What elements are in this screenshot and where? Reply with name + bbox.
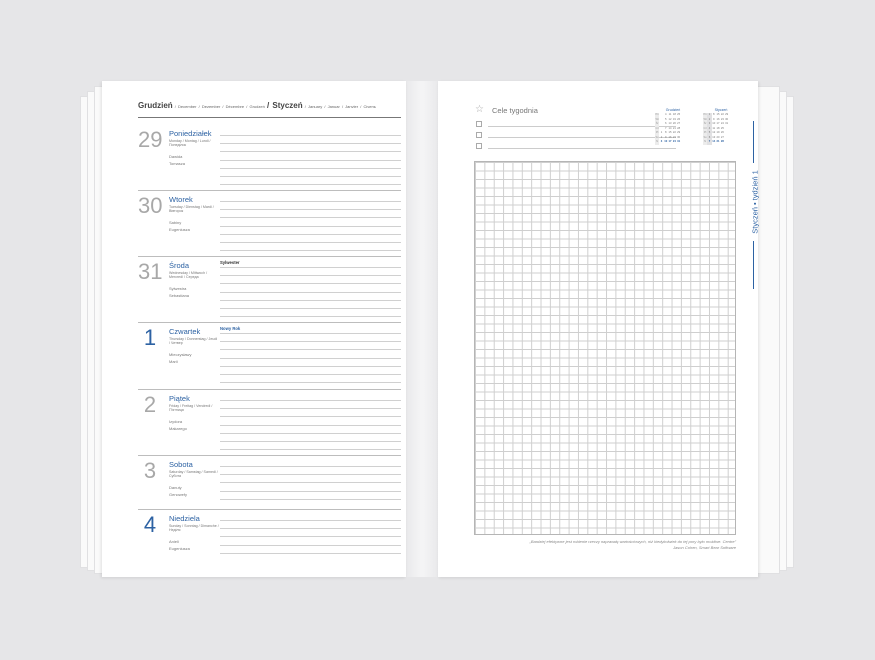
day-row: [138, 390, 401, 456]
name-day: Sabiny: [169, 220, 182, 225]
mini-calendar-row: [655, 140, 681, 145]
calendar-day: 15: [716, 113, 720, 116]
name-day: Sebastiana: [169, 293, 190, 298]
day-translations: Sunday / Sonntag / Dimanche / Неділя: [169, 524, 219, 533]
calendar-day: 29: [725, 113, 729, 116]
month-2-tr-2: Janvier: [345, 104, 359, 109]
calendar-day: 10: [712, 122, 716, 125]
calendar-day: 2: [708, 117, 711, 121]
star-icon: ☆: [475, 104, 484, 115]
day-row: [138, 125, 401, 191]
calendar-day: 18: [672, 113, 676, 116]
day-name: Środa: [169, 261, 190, 270]
mini-calendar-december: [655, 108, 691, 145]
calendar-day: 31: [677, 140, 681, 143]
day-name: Niedziela: [169, 514, 200, 523]
calendar-day: 20: [716, 135, 720, 139]
weekday-label: N: [704, 140, 707, 143]
goal-row-1[interactable]: [476, 121, 676, 129]
day-number: 3: [143, 458, 157, 483]
calendar-day: 16: [716, 117, 720, 121]
name-days: [169, 285, 219, 299]
weekday-label: Cz: [703, 126, 707, 130]
name-days: [169, 484, 219, 498]
month-1-label: Grudzień: [138, 101, 173, 110]
weekday-label: Śr: [703, 122, 707, 125]
day-row: [138, 456, 401, 510]
calendar-day: 31: [725, 122, 729, 125]
day-number: 29: [138, 127, 163, 152]
calendar-day: 13: [712, 135, 716, 139]
calendar-day: 7: [664, 126, 667, 130]
name-day: Izydora: [169, 419, 183, 424]
day-name: Piątek: [169, 394, 190, 403]
calendar-day: 29: [677, 131, 681, 134]
calendar-day: 15: [668, 131, 672, 134]
quote: [438, 539, 736, 551]
calendar-day: 23: [672, 135, 676, 139]
day-translations: Tuesday / Dienstag / Mardi / Вівторок: [169, 205, 214, 214]
calendar-day: 19: [672, 117, 676, 121]
month-2-tr-1: Januar: [327, 104, 340, 109]
calendar-day: 19: [716, 131, 720, 134]
name-days: [169, 351, 219, 365]
day-translations: Saturday / Samstag / Samedi / Субота: [169, 470, 218, 479]
calendar-day: 2: [660, 135, 663, 139]
name-day: Eugeniusza: [169, 546, 190, 551]
holiday-label: Nowy Rok: [220, 326, 241, 331]
calendar-day: 27: [677, 122, 681, 125]
month-1-tr-1: Dezember: [201, 104, 221, 109]
weekday-label: Wt: [703, 117, 707, 121]
calendar-day: 25: [677, 113, 681, 116]
calendar-day: 21: [672, 126, 676, 130]
calendar-day: 14: [668, 126, 672, 130]
name-day: Eugeniusza: [169, 227, 190, 232]
goal-row-2[interactable]: [476, 132, 676, 140]
month-header: Grudzień / December / Dezember / Décembre / Grudzeń / Styczeń / January / Januar / Janvier / Січень: [138, 101, 376, 110]
calendar-day: 20: [672, 122, 676, 125]
calendar-day: 8: [664, 131, 667, 134]
calendar-day: 27: [720, 135, 724, 139]
name-day: Marii: [169, 359, 178, 364]
day-row: [138, 257, 401, 323]
weekday-label: So: [655, 135, 659, 139]
day-name: Poniedziałek: [169, 129, 212, 138]
calendar-day: 8: [712, 113, 715, 116]
weekday-label: So: [703, 135, 707, 139]
weekday-label: Wt: [655, 117, 659, 121]
page-edge-right-1: [756, 86, 780, 574]
calendar-day: 22: [720, 113, 724, 116]
weekday-label: Pt: [655, 131, 659, 134]
calendar-day: 3: [660, 140, 663, 143]
month-2-tr-0: January: [307, 104, 323, 109]
day-number: 2: [143, 392, 157, 417]
day-number: 1: [143, 325, 157, 350]
calendar-day: 22: [672, 131, 676, 134]
weekday-label: Cz: [655, 126, 659, 130]
book-spine: [406, 81, 438, 577]
mini-calendar-table: [703, 113, 729, 145]
calendar-day: 6: [664, 122, 667, 125]
side-tab-line-bottom: [753, 241, 754, 289]
goal-checkbox[interactable]: [476, 143, 482, 149]
calendar-day: 24: [720, 122, 724, 125]
name-day: Dawida: [169, 154, 183, 159]
day-row: [138, 191, 401, 257]
calendar-day: 3: [708, 122, 711, 125]
calendar-day: 5: [708, 131, 711, 134]
calendar-day: 18: [716, 126, 720, 130]
calendar-day: 26: [677, 117, 681, 121]
quote-author: Jason Cohen, Smart Bear Software: [673, 545, 736, 550]
name-days: [169, 538, 219, 552]
calendar-day: 4: [664, 113, 667, 116]
name-day: Genowefy: [169, 492, 188, 497]
calendar-day: [724, 140, 728, 145]
name-days: [169, 418, 219, 432]
goal-row-3[interactable]: [476, 143, 676, 151]
header-rule: [138, 117, 401, 118]
name-days: [169, 153, 219, 167]
day-number: 31: [138, 259, 163, 284]
calendar-day: 28: [720, 140, 724, 143]
calendar-day: 4: [708, 126, 711, 130]
calendar-day: 16: [668, 135, 672, 139]
mini-calendar-table: [655, 113, 681, 145]
calendar-day: 28: [677, 126, 681, 130]
calendar-day: 26: [720, 131, 724, 134]
name-day: Danuty: [169, 485, 182, 490]
mini-calendar-row: [703, 140, 729, 145]
weekday-label: Pn: [703, 113, 707, 116]
day-translations: Monday / Montag / Lundi / Понеділок: [169, 139, 211, 148]
calendar-day: 23: [720, 117, 724, 121]
day-row: [138, 510, 401, 566]
calendar-day: 25: [720, 126, 724, 130]
goals-title: Cele tygodnia: [492, 106, 538, 115]
day-row: [138, 323, 401, 390]
calendar-day: 13: [668, 122, 672, 125]
calendar-day: 10: [664, 140, 668, 143]
day-name: Wtorek: [169, 195, 193, 204]
calendar-day: 30: [677, 135, 681, 139]
month-1-tr-2: Décembre: [225, 104, 245, 109]
name-day: Anieli: [169, 539, 179, 544]
calendar-day: 5: [664, 117, 667, 121]
mini-calendar-title: Styczeń: [714, 108, 728, 112]
weekday-label: Pt: [703, 131, 707, 134]
left-page: [102, 81, 406, 577]
right-page: [438, 81, 758, 577]
day-translations: Thursday / Donnerstag / Jeudi / Четвер: [169, 337, 218, 346]
name-day: Tomasza: [169, 161, 186, 166]
calendar-day: 30: [725, 117, 729, 121]
calendar-day: 11: [668, 113, 672, 116]
calendar-day: 17: [716, 122, 720, 125]
calendar-day: 24: [672, 140, 676, 143]
calendar-day: 9: [712, 117, 715, 121]
notes-grid[interactable]: [474, 161, 736, 535]
calendar-day: 11: [712, 126, 716, 130]
mini-calendar-january: [703, 108, 739, 145]
month-1-tr-0: December: [178, 104, 197, 109]
month-2-tr-3: Січень: [363, 104, 376, 109]
day-number: 4: [143, 512, 157, 537]
holiday-label: Sylwester: [220, 260, 240, 265]
day-name: Czwartek: [169, 327, 201, 336]
side-tab-label: Styczeń • tydzień 1: [750, 170, 760, 234]
calendar-day: 17: [668, 140, 672, 143]
month-1-tr-3: Grudzeń: [249, 104, 265, 109]
calendar-day: 21: [716, 140, 720, 143]
calendar-day: 7: [708, 140, 711, 143]
name-day: Makarego: [169, 426, 187, 431]
day-number: 30: [138, 193, 163, 218]
calendar-day: 9: [664, 135, 667, 139]
weekday-label: Śr: [655, 122, 659, 125]
name-day: Mieczysławy: [169, 352, 192, 357]
calendar-day: 6: [708, 135, 711, 139]
weekday-label: N: [656, 140, 659, 143]
day-name: Sobota: [169, 460, 193, 469]
calendar-day: 12: [712, 131, 716, 134]
mini-calendar-title: Grudzień: [665, 108, 681, 112]
goal-checkbox[interactable]: [476, 132, 482, 138]
month-2-label: Styczeń: [272, 101, 303, 110]
quote-text: „Bardziej efektywne jest robienie rzeczy naprawdę wartościowych, niż kiedykolwiek do tej pory było możliwe. Centre": [529, 539, 736, 544]
calendar-day: 1: [708, 113, 711, 116]
name-days: [169, 219, 219, 233]
side-tab-line-top: [753, 121, 754, 163]
calendar-day: 14: [712, 140, 716, 143]
calendar-day: 1: [660, 131, 663, 134]
calendar-day: 12: [668, 117, 672, 121]
goal-checkbox[interactable]: [476, 121, 482, 127]
day-translations: Friday / Freitag / Vendredi / П'ятниця: [169, 404, 213, 413]
weekday-label: Pn: [655, 113, 659, 116]
day-translations: Wednesday / Mittwoch / Mercredi / Середа: [169, 271, 208, 280]
name-day: Sylwestra: [169, 286, 187, 291]
